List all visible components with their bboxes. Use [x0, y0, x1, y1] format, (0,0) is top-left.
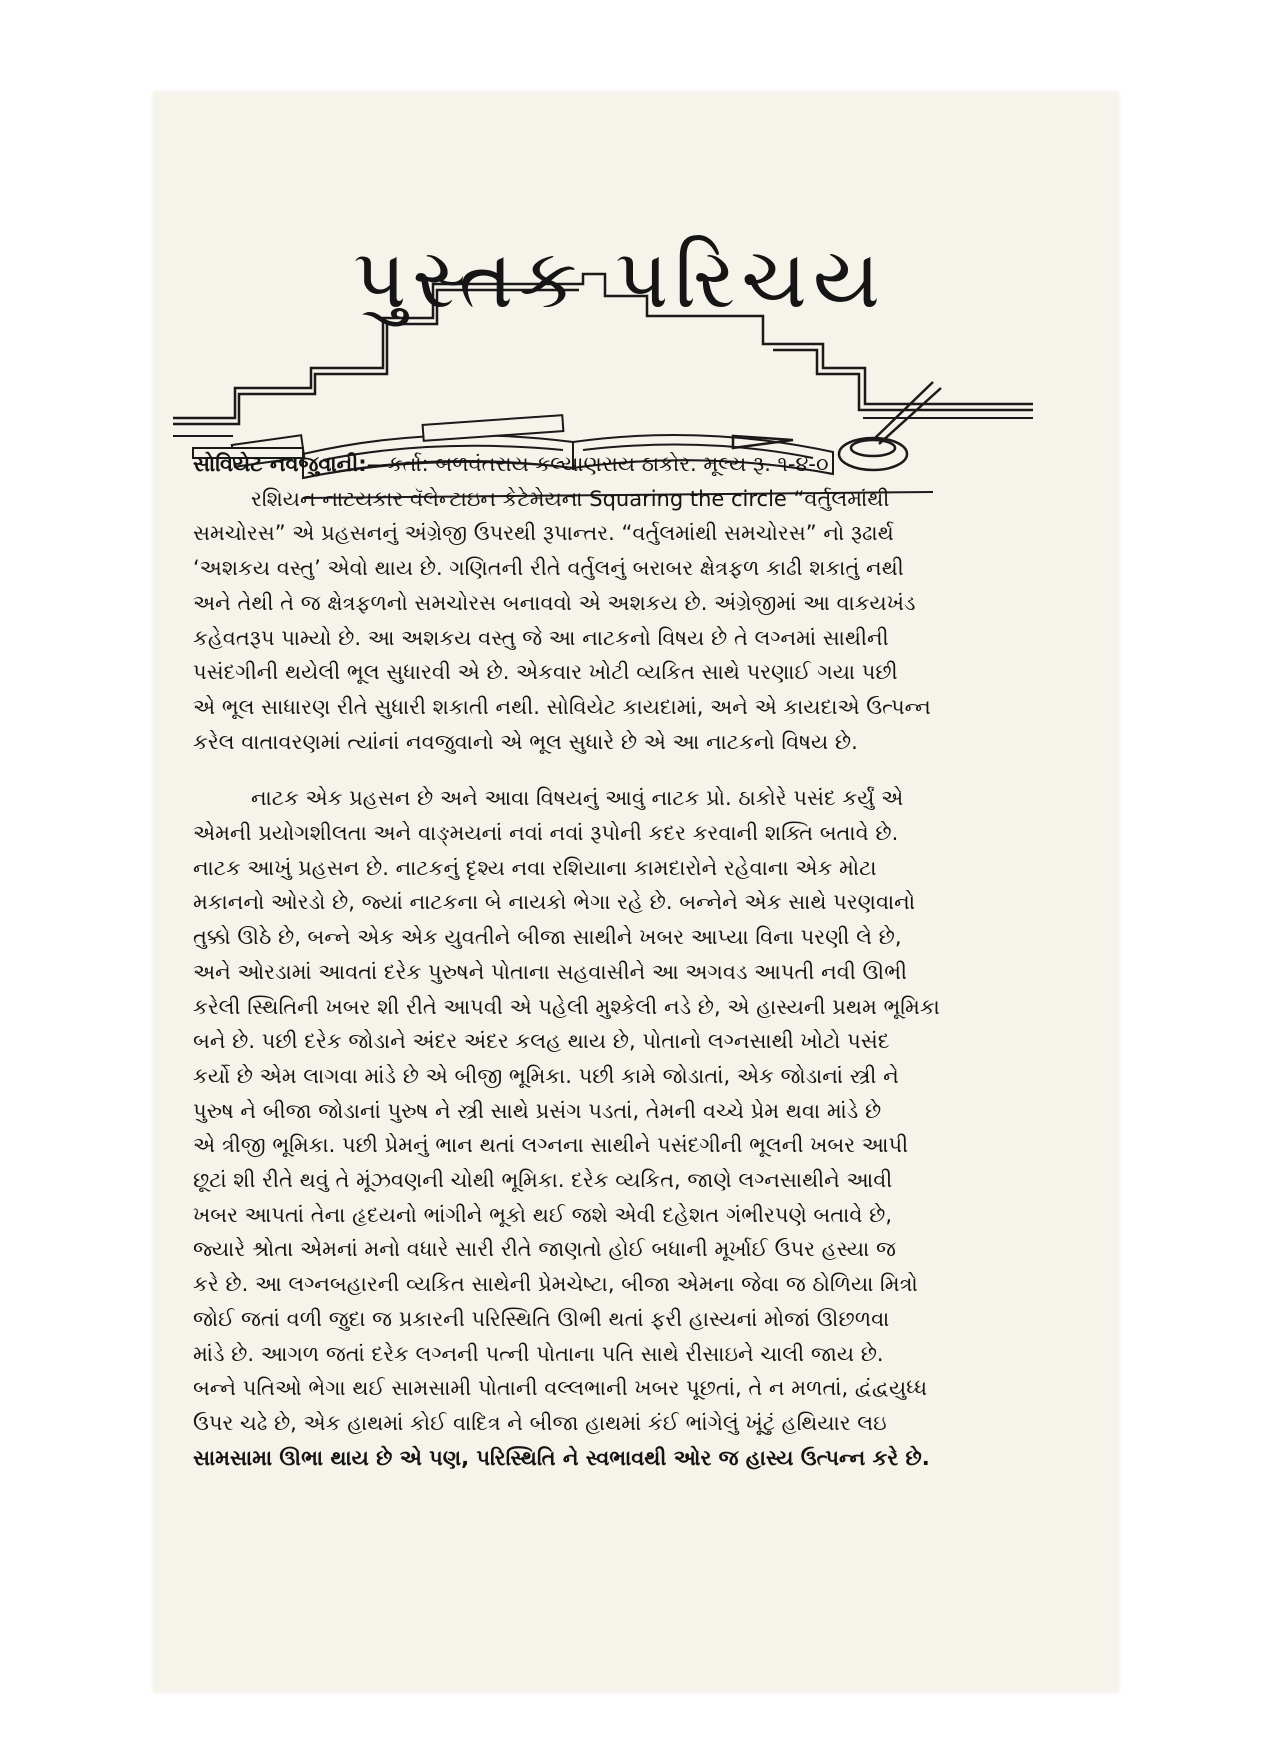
paragraph-1: [193, 482, 1075, 760]
banner-title: પુસ્તક પરિચય: [353, 232, 887, 327]
text-line: અને ઓરડામાં આવતાં દરેક પુરુષને પોતાના સહવાસીને આ અગવડ આપતી નવી ઊભી: [193, 959, 908, 984]
text-line: કહેવતરૂપ પામ્યો છે. આ અશકય વસ્તુ જે આ નાટકનો વિષય છે તે લગ્નમાં સાથીની: [193, 625, 889, 650]
text-line: પસંદગીની થયેલી ભૂલ સુધારવી એ છે. એકવાર ખોટી વ્યકિત સાથે પરણાઈ ગયા પછી: [193, 660, 898, 685]
text-line: તુક્કો ઊઠે છે, બન્ને એક એક યુવતીને બીજા સાથીને ખબર આપ્યા વિના પરણી લે છે,: [193, 925, 902, 950]
text-line: ખબર આપતાં તેના હૃદયનો ભાંગીને ભૂકો થઈ જશે એવી દહેશત ગંભીરપણે બતાવે છે,: [193, 1202, 893, 1227]
text-line: નાટક આખું પ્રહસન છે. નાટકનું દૃશ્ય નવા રશિયાના કામદારોને રહેવાના એક મોટા: [193, 855, 877, 880]
text-line: ‘અશકય વસ્તુ’ એવો થાય છે. ગણિતની રીતે વર્તુલનું બરાબર ક્ષેત્રફળ કાઢી શકાતું નથી: [193, 556, 904, 581]
text-line: જ્યારે શ્રોતા એમનાં મનો વધારે સારી રીતે જાણતો હોઈ બધાની મૂર્ખાઈ ઉપર હસ્યા જ: [193, 1237, 896, 1262]
review-heading: [193, 447, 1075, 482]
text-line: નાટક એક પ્રહસન છે અને આવા વિષયનું આવું નાટક પ્રો. ઠાકોરે પસંદ કર્યું એ: [251, 786, 904, 811]
text-line: સમચોરસ” એ પ્રહસનનું અંગ્રેજી ઉપરથી રૂપાન્તર. “વર્તુલમાંથી સમચોરસ” નો રૂઢાર્થ: [193, 521, 894, 546]
text-line: રશિયન નાટયકાર વૅલેન્ટાઇન કેટેમેયના Squaring the circle “વર્તુલમાંથી: [251, 486, 890, 511]
text-line: ઉપર ચઢે છે, એક હાથમાં કોઈ વાદિત્ર ને બીજા હાથમાં કંઈ ભાંગેલું ખૂંટું હથિયાર લઇ: [193, 1410, 887, 1435]
text-line: માંડે છે. આગળ જતાં દરેક લગ્નની પત્ની પોતાના પતિ સાથે રીસાઇને ચાલી જાય છે.: [193, 1341, 884, 1366]
text-line: પુરુષ ને બીજા જોડાનાં પુરુષ ને સ્ત્રી સાથે પ્રસંગ પડતાં, તેમની વચ્ચે પ્રેમ થવા માંડે છે: [193, 1098, 882, 1123]
book-title: સોવિયેટ નવજુવાની:: [193, 452, 367, 476]
scanned-page: [153, 92, 1119, 1692]
text-line: જોઈ જતાં વળી જુદા જ પ્રકારની પરિસ્થિતિ ઊભી થતાં ફરી હાસ્યનાં મોજાં ઊછળવા: [193, 1306, 890, 1331]
book-credit: —કર્તા: બળવંતરાય કલ્યાણરાય ઠાકોર. મૂલ્ય રૂ. ૧-૪-૦: [366, 452, 829, 476]
text-line: કરેલ વાતાવરણમાં ત્યાંનાં નવજુવાનો એ ભૂલ સુધારે છે એ આ નાટકનો વિષય છે.: [193, 729, 858, 754]
review-body: [193, 447, 1075, 1475]
text-line: અને તેથી તે જ ક્ષેત્રફળનો સમચોરસ બનાવવો એ અશકય છે. અંગ્રેજીમાં આ વાકયખંડ: [193, 590, 916, 615]
text-line: એમની પ્રયોગશીલતા અને વાઙ્મયનાં નવાં નવાં રૂપોની કદર કરવાની શક્તિ બતાવે છે.: [193, 821, 899, 846]
text-line: મકાનનો ઓરડો છે, જ્યાં નાટકના બે નાયકો ભેગા રહે છે. બન્નેને એક સાથે પરણવાનો: [193, 890, 916, 915]
text-line: કર્યો છે એમ લાગવા માંડે છે એ બીજી ભૂમિકા. પછી કામે જોડાતાં, એક જોડાનાં સ્ત્રી ને: [193, 1063, 899, 1088]
text-line: બન્ને પતિઓ ભેગા થઈ સામસામી પોતાની વલ્લભાની ખબર પૂછતાં, તે ન મળતાં, દ્વંદ્વયુધ્ધ: [193, 1376, 928, 1401]
text-line: છૂટાં શી રીતે થવું તે મૂંઝવણની ચોથી ભૂમિકા. દરેક વ્યકિત, જાણે લગ્નસાથીને આવી: [193, 1168, 893, 1193]
text-line: એ ભૂલ સાધારણ રીતે સુધારી શકાતી નથી. સોવિયેટ કાયદામાં, અને એ કાયદાએ ઉત્પન્ન: [193, 694, 931, 719]
text-line: બને છે. પછી દરેક જોડાને અંદર અંદર કલહ થાય છે, પોતાનો લગ્નસાથી ખોટો પસંદ: [193, 1029, 890, 1054]
paragraph-2: [193, 781, 1075, 1475]
text-line: કરેલી સ્થિતિની ખબર શી રીતે આપવી એ પહેલી મુશ્કેલી નડે છે, એ હાસ્યની પ્રથમ ભૂમિકા: [193, 994, 940, 1019]
text-line: સામસામા ઊભા થાય છે એ પણ, પરિસ્થિતિ ને સ્વભાવથી ઓર જ હાસ્ય ઉત્પન્ન કરે છે.: [193, 1445, 930, 1470]
text-line: એ ત્રીજી ભૂમિકા. પછી પ્રેમનું ભાન થતાં લગ્નના સાથીને પસંદગીની ભૂલની ખબર આપી: [193, 1133, 909, 1158]
text-line: કરે છે. આ લગ્નબહારની વ્યકિત સાથેની પ્રેમચેષ્ટા, બીજા એમના જેવા જ ઠોળિયા મિત્રો: [193, 1272, 918, 1297]
